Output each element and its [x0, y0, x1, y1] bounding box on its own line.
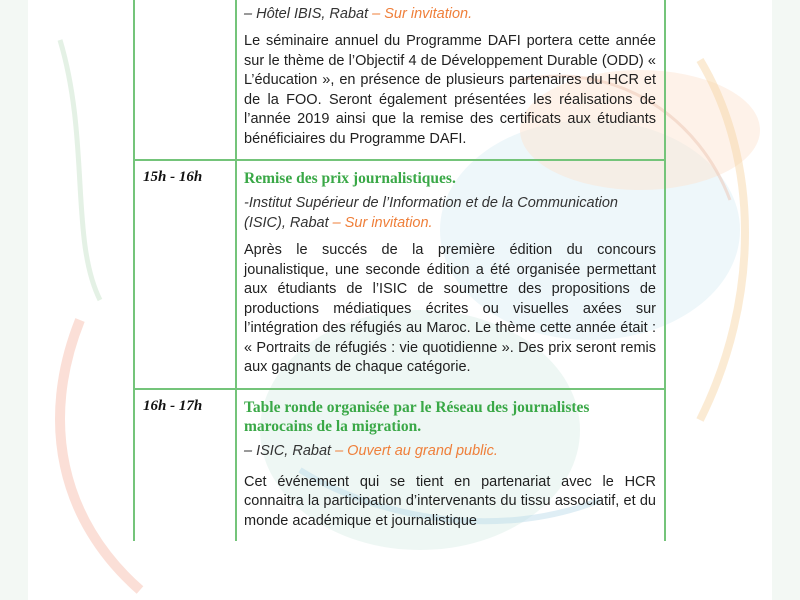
venue-text: -Institut Supérieur de l’Information et de la Communication (ISIC), Rabat	[244, 195, 618, 231]
event-details	[237, 390, 664, 542]
time-column	[135, 0, 237, 159]
schedule-row	[133, 161, 666, 390]
time-column	[135, 390, 237, 542]
access-note: – Sur invitation.	[332, 215, 433, 231]
event-description: Après le succés de la première édition du concours jounalistique, une seconde édition a été organisée permettant aux étudiants de l’ISIC de soumettre des propositions de productions médiatiques écrites ou visuelles axées sur l’intégration des réfugiés au Maroc. Le thème cette année était : « Portraits de réfugiés : vie quotidienne ». Des prix seront remis aux gagnants de chaque catégorie.	[244, 242, 656, 375]
venue-text: – ISIC, Rabat	[244, 442, 336, 459]
event-venue	[244, 441, 656, 461]
time-slot: 15h - 16h	[143, 169, 203, 185]
event-venue	[244, 193, 656, 233]
schedule-row	[133, 0, 666, 161]
event-description: Le séminaire annuel du Programme DAFI portera cette année sur le thème de l’Objectif 4 de Développement Durable (ODD) « L’éducation », en présence de plusieurs partenaires du HCR et de la FOO. Seront également présentées les réalisations de l’année 2019 ainsi que la remise des certificats aux étudiants bénéficiaires du Programme DAFI.	[244, 33, 656, 147]
event-details	[237, 0, 664, 159]
time-slot: 16h - 17h	[143, 397, 203, 414]
event-title: Remise des prix journalistiques.	[244, 170, 456, 187]
schedule-row	[133, 390, 666, 542]
venue-text: – Hôtel IBIS, Rabat	[244, 6, 373, 22]
program-schedule-table	[133, 0, 666, 541]
event-description: Cet événement qui se tient en partenariat avec le HCR connaitra la participation d’intervenants du tissu associatif, et du monde académique et journalistique	[244, 473, 656, 529]
event-venue	[244, 4, 656, 24]
event-title: Table ronde organisée par le Réseau des journalistes marocains de la migration.	[244, 398, 590, 435]
access-note: – Sur invitation.	[372, 6, 473, 22]
time-column	[135, 161, 237, 388]
access-note: – Ouvert au grand public.	[335, 442, 498, 459]
event-details	[237, 161, 664, 388]
